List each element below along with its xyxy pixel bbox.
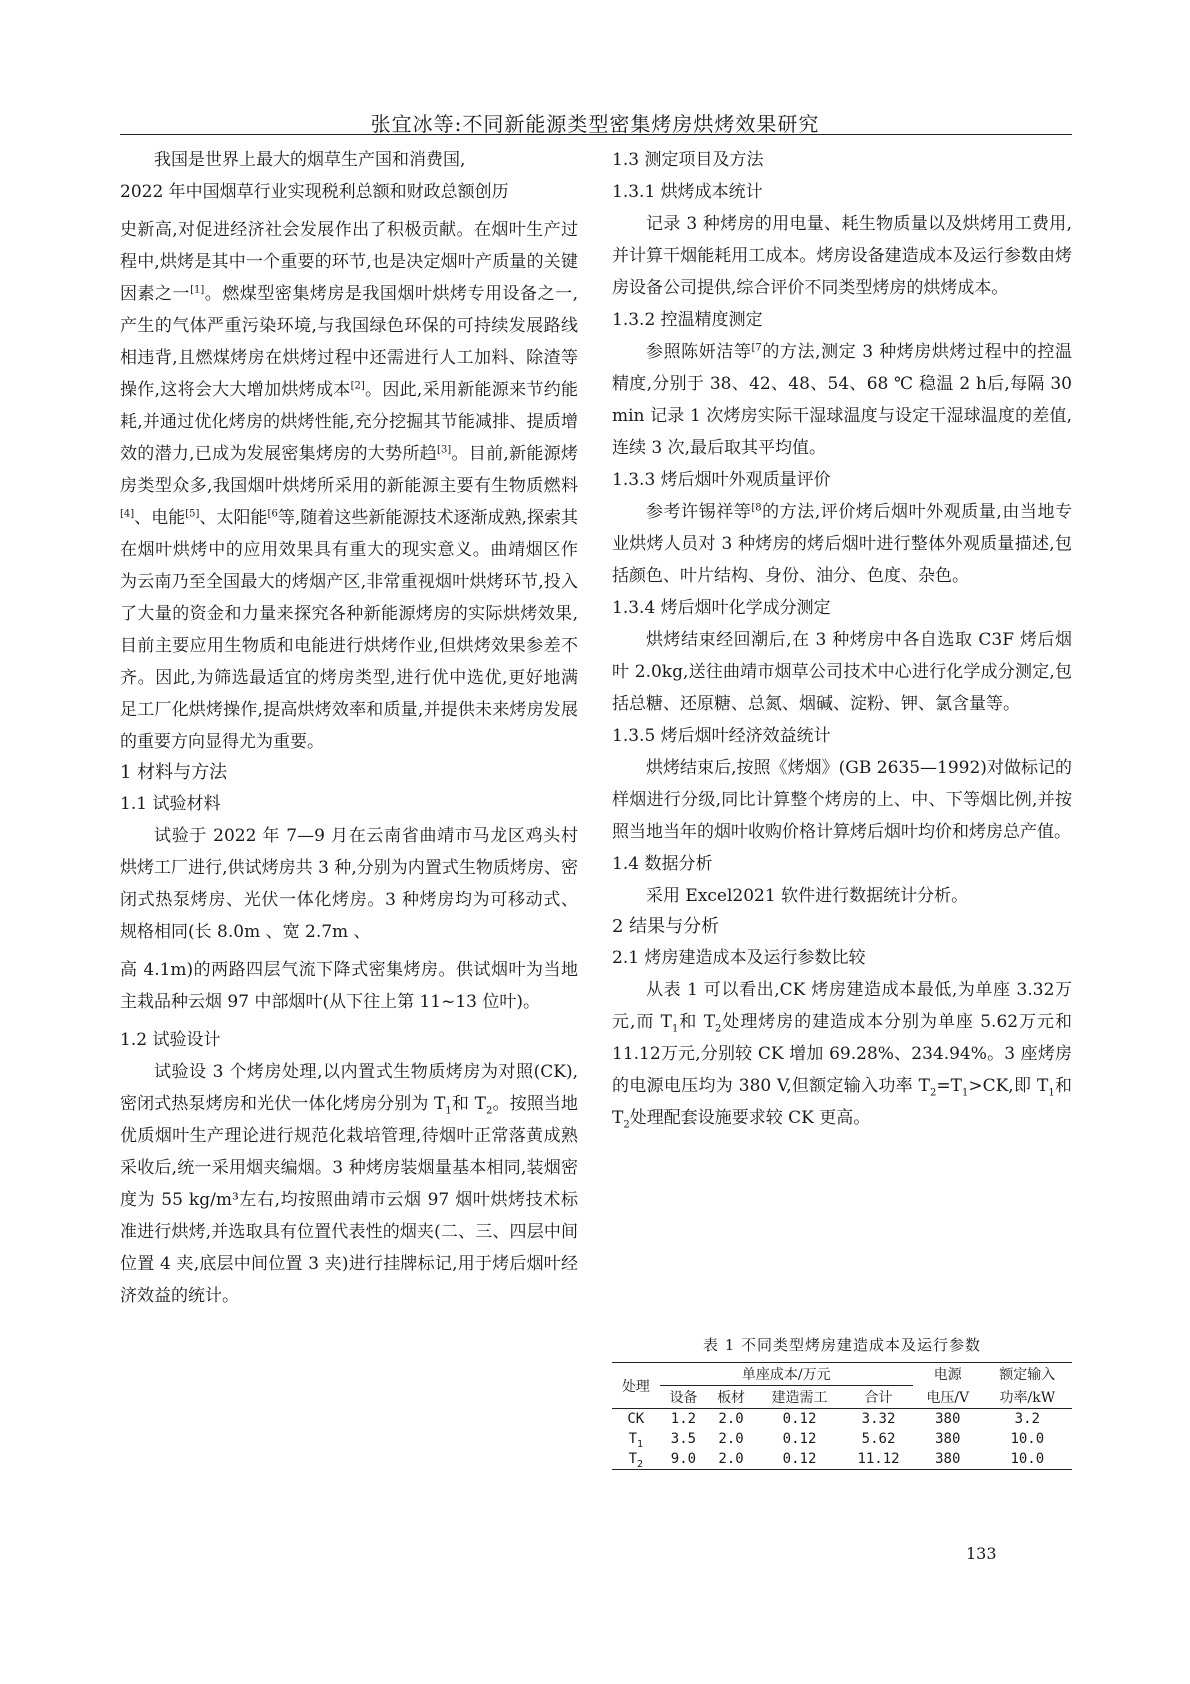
- cell-labor: [755, 1409, 844, 1430]
- subscript: 2: [930, 1087, 937, 1099]
- section-heading-1-3-4: 1.3.4 烤后烟叶化学成分测定: [612, 598, 831, 618]
- results-text: 和 T: [612, 1076, 1072, 1128]
- design-text: 试验设 3 个烤房处理,以内置式生物质烤房为对照(CK),密闭式热泵烤房和光伏一体化烤房分别为 T: [120, 1062, 578, 1114]
- cell-labor: [755, 1429, 844, 1449]
- subscript: 1: [672, 1023, 679, 1035]
- header-board: 板材: [717, 1390, 746, 1406]
- section-heading-1: 1 材料与方法: [120, 762, 228, 783]
- design-paragraph: [120, 1056, 578, 1312]
- cell-labor-text: 0.12: [782, 1451, 817, 1467]
- cell-power-text: 3.2: [1014, 1411, 1040, 1427]
- cell-board: [707, 1409, 755, 1430]
- section-heading-1-3-2: 1.3.2 控温精度测定: [612, 310, 763, 330]
- citation-ref: [7: [751, 342, 762, 354]
- materials-paragraph-b: 高 4.1m)的两路四层气流下降式密集烤房。供试烟叶为当地主栽品种云烟 97 中部烟叶(从下往上第 11~13 位叶)。: [120, 960, 578, 1012]
- cell-labor-text: 0.12: [782, 1431, 817, 1447]
- citation-ref: [1]: [190, 284, 205, 296]
- appearance-paragraph: [612, 496, 1072, 592]
- cell-total-text: 11.12: [857, 1451, 900, 1467]
- cell-equipment-text: 3.5: [670, 1431, 697, 1447]
- cell-power-text: 10.0: [1010, 1431, 1045, 1447]
- design-text: 。按照当地优质烟叶生产理论进行规范化栽培管理,待烟叶正常落黄成熟采收后,统一采用烟夹编烟。3 种烤房装烟量基本相同,装烟密度为 55 kg/m³左右,均按照曲靖市云烟 97 烟叶烘烤技术标准进行烘烤,并选取具有位置代表性的烟夹(二、三、四层中间位置 4 夹,底层中间位置 3 夹)进行挂牌标记,用于烤后烟叶经济效益的统计。: [120, 1094, 579, 1306]
- subscript: 1: [961, 1087, 969, 1099]
- header-voltage-top: 电源: [933, 1367, 962, 1384]
- table-caption: 表 1 不同类型烤房建造成本及运行参数: [702, 1336, 982, 1354]
- section-heading-1-3: 1.3 测定项目及方法: [612, 150, 764, 170]
- cell-voltage: [913, 1409, 983, 1430]
- subscript: 2: [485, 1105, 493, 1117]
- cell-power: [983, 1449, 1072, 1470]
- results-text: 处理烤房的建造成本分别为单座 5.62万元和 11.12万元,分别较 CK 增加 69.28%、234.94%。3 座烤房的电源电压均为 380 V,但额定输入功率 T: [612, 1012, 1072, 1096]
- section-heading-1-4: 1.4 数据分析: [612, 854, 713, 874]
- analysis-paragraph: 采用 Excel2021 软件进行数据统计分析。: [646, 886, 969, 906]
- header-treatment: 处理: [612, 1363, 660, 1409]
- results-paragraph: [612, 974, 1072, 1134]
- header-equipment: 设备: [669, 1390, 698, 1406]
- subscript: 1: [1048, 1087, 1055, 1099]
- section-heading-1-3-5: 1.3.5 烤后烟叶经济效益统计: [612, 726, 831, 746]
- results-text: =T: [936, 1076, 962, 1096]
- subscript: 1: [637, 1438, 644, 1450]
- subscript: 1: [445, 1105, 452, 1117]
- cell-voltage: [913, 1429, 983, 1449]
- section-heading-1-2: 1.2 试验设计: [120, 1030, 221, 1050]
- design-text: 和 T: [451, 1094, 486, 1114]
- intro-text: 史新高,对促进经济社会发展作出了积极贡献。在烟叶生产过程中,烘烤是其中一个重要的环节,也是决定烟叶产质量的关键因素之一: [120, 220, 578, 304]
- cell-equipment: [660, 1429, 708, 1449]
- table-1: [612, 1362, 1072, 1470]
- cell-labor-text: 0.12: [782, 1411, 817, 1427]
- intro-text: 。因此,采用新能源来节约能耗,并通过优化烤房的烘烤性能,充分挖掘其节能减排、提质增效的潜力,已成为发展密集烤房的大势所趋: [120, 380, 578, 464]
- header-total: 合计: [864, 1390, 893, 1406]
- cell-voltage-text: 380: [935, 1411, 961, 1427]
- materials-paragraph-a: 试验于 2022 年 7—9 月在云南省曲靖市马龙区鸡头村烘烤工厂进行,供试烤房共 3 种,分别为内置式生物质烤房、密闭式热泵烤房、光伏一体化烤房。3 种烤房均为可移动式、规格相同(长 8.0m 、宽 2.7m 、: [120, 826, 578, 942]
- cell-board-text: 2.0: [718, 1431, 744, 1447]
- cell-treatment-text: T: [628, 1431, 638, 1447]
- cell-board-text: 2.0: [718, 1411, 744, 1427]
- cell-voltage: [913, 1449, 983, 1470]
- cell-treatment-text: CK: [627, 1411, 645, 1427]
- economic-paragraph: 烘烤结束后,按照《烤烟》(GB 2635—1992)对做标记的样烟进行分级,同比计算整个烤房的上、中、下等烟比例,并按照当地当年的烟叶收购价格计算烤后烟叶均价和烤房总产值。: [612, 758, 1072, 842]
- appearance-text: 的方法,评价烤后烟叶外观质量,由当地专业烘烤人员对 3 种烤房的烤后烟叶进行整体外观质量描述,包括颜色、叶片结构、身份、油分、色度、杂色。: [612, 502, 1072, 586]
- cell-power: [983, 1429, 1072, 1449]
- cell-labor: [755, 1449, 844, 1470]
- header-voltage: 电压/V: [926, 1389, 970, 1406]
- results-text: >CK,即 T: [968, 1076, 1049, 1096]
- subscript: 2: [715, 1023, 722, 1035]
- cell-treatment: [612, 1429, 660, 1449]
- cell-total: [844, 1449, 913, 1470]
- subscript: 2: [637, 1458, 644, 1470]
- cell-total-text: 3.32: [861, 1411, 896, 1427]
- header-power: 功率/kW: [999, 1389, 1056, 1406]
- table-row: [612, 1429, 1072, 1449]
- running-title: 张宜冰等:不同新能源类型密集烤房烘烤效果研究: [370, 112, 820, 136]
- cell-treatment: [612, 1449, 660, 1470]
- right-column: [612, 144, 1072, 1134]
- cell-voltage-text: 380: [935, 1431, 961, 1447]
- results-text: 处理配套设施要求较 CK 更高。: [629, 1108, 871, 1128]
- citation-ref: [4]: [120, 508, 135, 520]
- cell-total-text: 5.62: [861, 1431, 896, 1447]
- cell-total: [844, 1409, 913, 1430]
- appearance-text: 参考许锡祥等: [646, 502, 752, 522]
- intro-text: 、电能: [134, 508, 186, 528]
- cell-total: [844, 1429, 913, 1449]
- cell-equipment: [660, 1449, 708, 1470]
- cell-equipment-text: 1.2: [670, 1411, 697, 1427]
- citation-ref: [6: [267, 508, 278, 520]
- page-number: 133: [966, 1544, 997, 1563]
- temp-paragraph: [612, 336, 1072, 464]
- intro-line-1: 我国是世界上最大的烟草生产国和消费国,: [154, 150, 466, 170]
- cell-treatment-text: T: [628, 1451, 638, 1467]
- subscript: 2: [623, 1119, 630, 1131]
- header-rule: [120, 134, 1072, 135]
- intro-text: 等,随着这些新能源技术逐渐成熟,探索其在烟叶烘烤中的应用效果具有重大的现实意义。曲靖烟区作为云南乃至全国最大的烤烟产区,非常重视烟叶烘烤环节,投入了大量的资金和力量来探究各种新能源烤房的实际烘烤效果,目前主要应用生物质和电能进行烘烤作业,但烘烤效果参差不齐。因此,为筛选最适宜的烤房类型,进行优中选优,更好地满足工厂化烘烤操作,提高烘烤效率和质量,并提供未来烤房发展的重要方向显得尤为重要。: [120, 508, 579, 752]
- cell-equipment: [660, 1409, 708, 1430]
- temp-text: 参照陈妍洁等: [646, 342, 752, 362]
- header-labor: 建造需工: [771, 1390, 828, 1406]
- intro-text: 。燃煤型密集烤房是我国烟叶烘烤专用设备之一,产生的气体严重污染环境,与我国绿色环保的可持续发展路线相违背,且燃煤烤房在烘烤过程中还需进行人工加料、除渣等操作,这将会大大增加烘烤成本: [120, 284, 579, 400]
- citation-ref: [8: [751, 502, 762, 514]
- cell-voltage-text: 380: [935, 1451, 961, 1467]
- data-table: [612, 1362, 1072, 1470]
- cell-board-text: 2.0: [718, 1451, 744, 1467]
- intro-text: 。目前,新能源烤房类型众多,我国烟叶烘烤所采用的新能源主要有生物质燃料: [120, 444, 578, 496]
- left-column: [120, 144, 578, 1312]
- citation-ref: [2]: [350, 380, 365, 392]
- section-heading-2-1: 2.1 烤房建造成本及运行参数比较: [612, 948, 866, 968]
- temp-text: 的方法,测定 3 种烤房烘烤过程中的控温精度,分别于 38、42、48、54、68 ℃ 稳温 2 h后,每隔 30 min 记录 1 次烤房实际干湿球温度与设定干湿球温度的差值,连续 3 次,最后取其平均值。: [612, 342, 1072, 458]
- results-text: 从表 1 可以看出,CK 烤房建造成本最低,为单座 3.32万元,而 T: [612, 980, 1072, 1032]
- header-power-top: 额定输入: [999, 1367, 1056, 1384]
- section-heading-2: 2 结果与分析: [612, 916, 720, 937]
- results-text: 和 T: [678, 1012, 716, 1032]
- citation-ref: [5]: [185, 508, 200, 520]
- section-heading-1-1: 1.1 试验材料: [120, 794, 221, 814]
- cell-treatment: [612, 1409, 660, 1430]
- intro-line-2: 2022 年中国烟草行业实现税利总额和财政总额创历: [120, 182, 509, 202]
- cell-equipment-text: 9.0: [670, 1451, 697, 1467]
- table-row: [612, 1409, 1072, 1430]
- cell-power: [983, 1409, 1072, 1430]
- cell-power-text: 10.0: [1010, 1451, 1045, 1467]
- section-heading-1-3-3: 1.3.3 烤后烟叶外观质量评价: [612, 470, 831, 490]
- citation-ref: [3]: [437, 444, 452, 456]
- intro-paragraph: [120, 214, 578, 758]
- intro-text: 、太阳能: [199, 508, 268, 528]
- cell-board: [707, 1429, 755, 1449]
- cost-paragraph: 记录 3 种烤房的用电量、耗生物质量以及烘烤用工费用,并计算干烟能耗用工成本。烤房设备建造成本及运行参数由烤房设备公司提供,综合评价不同类型烤房的烘烤成本。: [612, 214, 1072, 298]
- table-row: [612, 1449, 1072, 1470]
- chemistry-paragraph: 烘烤结束经回潮后,在 3 种烤房中各自选取 C3F 烤后烟叶 2.0kg,送往曲靖市烟草公司技术中心进行化学成分测定,包括总糖、还原糖、总氮、烟碱、淀粉、钾、氯含量等。: [612, 630, 1072, 714]
- header-cost-group: 单座成本/万元: [660, 1363, 913, 1386]
- cell-board: [707, 1449, 755, 1470]
- section-heading-1-3-1: 1.3.1 烘烤成本统计: [612, 182, 763, 202]
